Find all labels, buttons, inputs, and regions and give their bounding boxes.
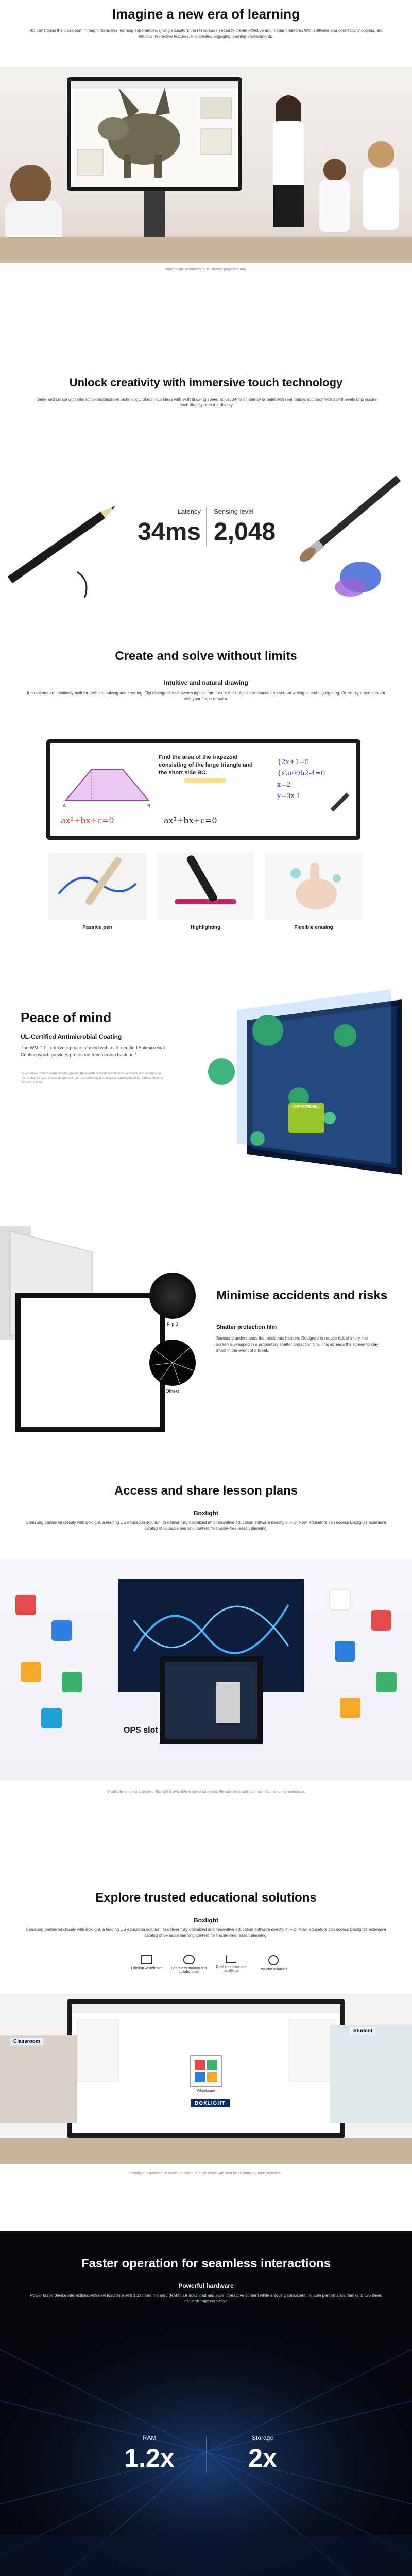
whiteboard-center-label: Whiteboard [197,2089,215,2093]
section-title: Minimise accidents and risks [216,1289,388,1302]
tile-label: Highlighting [190,925,221,930]
sensing-value: 2,048 [214,518,276,546]
ops-slot-label: OPS slot [124,1726,158,1735]
svg-text:B: B [147,803,151,808]
section-touch-technology [0,330,412,608]
boxlight-ops-visual [0,1558,412,1780]
section-subtitle: Shatter protection film [216,1324,277,1330]
section-body: Flip transforms the classroom through interactive learning experiences, giving educators the resources needed to create effective and modern lessons. With software and connectivity options, and intuitive interactive features, Flip creates engaging learning environments. [28,28,384,39]
section-title: Faster operation for seamless interactions [81,2257,331,2270]
section-body: Power faster device interactions with new load time with 1.2x more memory (RAM). Or download and save interactive content while enjoying consistent, reliable performance thanks to two times more storage capacity.* [30,2293,382,2303]
equation-2: ax²+bx+c=0 [164,816,217,825]
antimicrobial-badge: ANTIMICROBIAL [292,1105,321,1109]
feature-icons-row [124,1955,299,1986]
section-educational-solutions [0,1880,412,2231]
section-title: Access and share lesson plans [114,1484,298,1498]
flip-sample-label: Flip 3 [166,1321,178,1327]
section-body: The WM-T Flip delivers peace of mind with a UL-certified Antimicrobial Coating which provides protection from certain bacteria.* [21,1045,165,1057]
section-body: Interactions are intuitively built for problem-solving and creating. Flip distinguishes between inputs from thin or thick objects to simulate on-screen writing or and highlighting. Or simply erase content with your finger or palm. [27,691,385,701]
svg-text:y=3x-1: y=3x-1 [277,792,301,800]
feature-icon-sharing: Seamless sharing and collaboration [171,1955,207,1974]
flip-sample-circle [149,1273,196,1319]
section-title: Explore trusted educational solutions [95,1891,317,1905]
section-footnote: * The antimicrobial treatment helps prevent the growth of bacteria that cause odor and discoloration on the display surface. It does not protect users or others against disease-causing bacteria, viruses or other microorganisms. [21,1072,163,1084]
latency-label: Latency [177,507,201,515]
others-sample-label: Others [165,1388,180,1394]
crack-pattern [149,1340,196,1386]
feature-icon-proctor: Pro-ctor solutions [255,1955,291,1971]
section-body: Samsung partnered closely with Boxlight, a leading US education solution, to deliver fully optimized and innovative education software directly in Flip. Now, educators can access Boxlight's extensive catalog of versatile learning content for hassle-free lesson planning. [26,1927,386,1938]
section-title: Create and solve without limits [115,649,297,663]
section-title: Imagine a new era of learning [112,6,300,22]
boxlight-brand: BOXLIGHT [191,2099,230,2107]
tile-highlighting [157,853,254,920]
metric-divider [206,2437,207,2473]
latency-value: 34ms [138,518,201,546]
board-problem-text: Find the area of the trapezoid consisting of the large triangle and the short side BC. [159,754,253,776]
erasing-image [265,853,363,920]
section-peace-of-mind [0,969,412,1200]
math-display [46,739,360,840]
section-new-era [0,0,412,330]
section-subtitle: Powerful hardware [178,2282,234,2290]
classroom-photo [0,67,412,263]
svg-text:{x\u00b2-4=0: {x\u00b2-4=0 [277,770,325,777]
highlighting-image [157,853,254,920]
section-create-solve [0,608,412,969]
others-sample-circle [149,1340,196,1386]
metric-divider [206,507,207,546]
section-body: Ideate and create with interactive touchscreen technology. Sketch out ideas with swift drawing speed at just 34ms of latency or paint with real natural accuracy with 2,048 levels of pressure touch directly onto the display. [35,397,377,408]
classroom-tag: Classroom [10,2038,43,2045]
sensing-label: Sensing level [214,507,254,515]
feature-icon-whiteboard: Efficient whiteboard [129,1955,165,1970]
storage-label: Storage [251,2434,274,2442]
svg-text:x=2: x=2 [277,781,291,789]
tile-flexible-erasing [265,853,363,920]
classroom-illustration [0,67,412,263]
image-caption: *Images are simulated for illustrative purposes only. [165,268,247,272]
tile-passive-pen [48,853,146,920]
section-subtitle: UL-Certified Antimicrobial Coating [21,1033,122,1040]
image-caption: *Available for specific models. Boxlight is available in select countries. Please check with your local Samsung representative. [107,1790,305,1794]
svg-text:A: A [63,803,66,808]
section-subtitle: Boxlight [194,1510,218,1517]
storage-value: 2x [248,2444,277,2472]
scene-illustration [0,1994,412,2164]
ram-value: 1.2x [124,2444,175,2472]
svg-text:{2x+1=5: {2x+1=5 [277,758,310,766]
section-body: Samsung partnered closely with Boxlight, a leading US education solution, to deliver fully optimized and innovative education software directly in Flip. Now, educators can access Boxlight's extensive catalog of versatile learning content for hassle-free lesson planning. [26,1520,386,1531]
student-tag: Student [350,2027,375,2035]
ram-label: RAM [142,2434,157,2442]
section-title: Unlock creativity with immersive touch technology [69,376,343,389]
section-access-share [0,1468,412,1880]
floating-apps-illustration [0,1558,412,1780]
shatter-film-illustration [0,1221,165,1437]
antimicrobial-display-illustration [175,989,412,1185]
section-subtitle: Boxlight [194,1917,218,1924]
section-minimise-accidents [0,1200,412,1468]
section-faster-operation [0,2231,412,2576]
educational-scene [0,1994,412,2164]
tile-label: Flexible erasing [294,925,333,930]
equation-1: ax²+bx+c=0 [61,816,114,825]
section-subtitle: Intuitive and natural drawing [164,679,248,686]
section-title: Peace of mind [21,1010,112,1025]
feature-icon-analytics: Real-time data and analytics [213,1955,249,1973]
tile-label: Passive pen [82,925,112,930]
image-caption: *Boxlight is available in select countries. Please check with your local Samsung representative. [130,2172,282,2175]
passive-pen-image [48,853,146,920]
section-body: Samsung understands that accidents happen. Designed to reduce risk of injury, the screen is wrapped in a proprietary shatter protection film. This spreads the screen to stay intact in the event of a break. [216,1336,379,1353]
